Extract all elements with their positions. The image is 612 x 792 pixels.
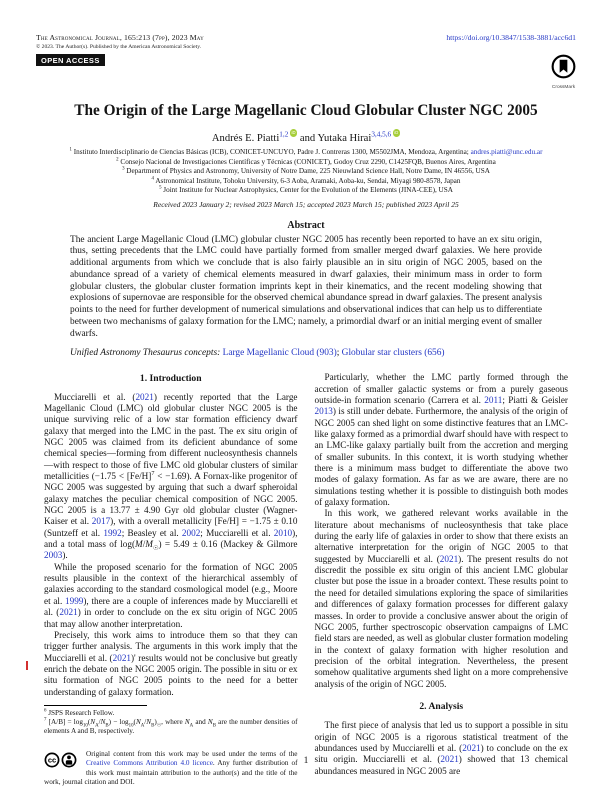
text-segment: 4 [151,176,154,182]
text-segment: Precisely, this work aims to introduce them so that they can trigger further analysis. The arguments in this work imply that the Mucciarelli et al. ( [44,629,298,663]
inline-link[interactable]: 2021 [440,754,459,765]
intro-paragraph-1 [44,392,298,562]
inline-link[interactable]: 2003 [44,550,63,561]
inline-link[interactable]: 2021 [135,391,154,402]
text-segment: < −1.69). A Fornax-like progenitor of NGC 2005 was suggested by arguing that such a dwarf spheroidal galaxy matches the peculiar chemical composition of NGC 2005. NGC 2005 is a 13.77 ± 4.90 Gyr old globular cluster (Wagner-Kaiser et al. [44,471,298,527]
inline-link[interactable]: 2021 [439,553,459,564]
orcid-icon[interactable]: iD [291,130,296,135]
crossmark-badge[interactable] [551,54,576,90]
text-segment: N [207,718,213,726]
text-segment: Joint Institute for Nuclear Astrophysics, Center for the Evolution of the Elements (JINA-CEE), USA [161,186,453,195]
text-segment: Particularly, whether the LMC partly formed through the accretion of smaller galactic systems or from a purely gaseous outside-in formation scenario (Carrera et al. [314,372,568,405]
inline-link[interactable]: 2002 [181,527,201,538]
text-segment: ) recently reported that the Large Magellanic Cloud (LMC) old globular cluster NGC 2005 is the unique surviving relic of a low star formation efficiency dwarf galaxy that merged into the LMC in the past. The ex situ origin of NGC 2005 was claimed from its deficient abundance of some chemical species—forming from different nucleosynthesis channels—with respect to those of five LMC old globular clusters of similar metallicities (−1.75 < [Fe/H] [44,391,298,482]
text-segment: / [144,718,147,726]
footnotes-block [44,709,298,736]
text-segment: ; [336,348,342,359]
intro-paragraph-2 [44,562,298,630]
text-segment: ) showed that 13 chemical abundances measured in NGC 2005 are [314,754,568,776]
abstract-text: The ancient Large Magellanic Cloud (LMC) globular cluster NGC 2005 has recently been reported to have an ex situ origin, thus, setting precedents that the LMC could have partially formed from smaller merged dwarf galaxies. We here provide additional arguments from which we conclude that is also fairly plausible an in situ origin of NGC 2005, based on the abundance spread of a variety of chemical elements measured in dwarf galaxies, their minimum mass in order to form globular clusters, the globular cluster formation imprints kept in their kinematics, and the recent modeling showing that explosions of supernovae are responsible for the observed chemical abundance spread in dwarf galaxies. The present analysis points to the need for further development of numerical simulations and observational indices that can help us to differentiate between two mechanisms of galaxy formation for the LMC; namely, a primordial dwarf or an initial merging event of smaller dwarfs. [70,234,542,339]
text-segment: ) to conclude on the ex situ origin. Mucciarelli et al. ( [314,742,568,765]
text-segment: ). [62,550,68,561]
affiliation-3 [30,167,582,177]
footnote-rule [44,705,147,706]
inline-link[interactable]: 2010 [273,527,293,538]
text-segment: ), and a total mass of log( [44,527,298,550]
text-segment: Unified Astronomy Thesaurus concepts: [70,348,223,359]
text-segment: A [95,723,99,729]
header-left [36,33,204,68]
text-segment: ), there are a couple of inferences made by Mucciarelli et al. ( [44,595,298,618]
open-access-badge: OPEN ACCESS [36,54,105,67]
text-segment: ). The present results do not discredit the possible ex situ origin of this ancient LMC globular cluster but pose the issue in a broader context. These results point to the need for detailed simulations exploring the space of similarities and differences of galaxy formation processes for different galaxy masses. In order to provide a conclusive answer about the origin of NGC 2005, further spectroscopic observation campaigns of LMC field stars are needed, as well as globular cluster formation modeling in the context of galaxy formation with higher resolution and precision of the orbital integration. Nevertheless, the present somehow qualitative arguments shed light on a more comprehensive analysis of the origin of NGC 2005. [314,553,568,689]
text-segment: are the number densities of elements A and B, respectively. [44,718,298,736]
text-segment: [A/B] = log [46,718,83,726]
text-segment: Astronomical Institute, Tohoku University, 6-3 Aoba, Aramaki, Aoba-ku, Sendai, Miyagi 980-8578, Japan [153,176,461,185]
text-segment: Andrés E. Piatti [211,133,280,145]
inline-link[interactable]: 1,2 [279,130,289,139]
margin-annotation-mark [26,661,28,670]
inline-link[interactable]: 2013 [314,406,333,417]
text-segment: and Yutaka Hirai [297,133,372,145]
inline-link[interactable]: 1992 [103,527,122,538]
affiliation-1 [30,148,582,158]
journal-citation-line: The Astronomical Journal, 165:213 (7pp), 2023 May [36,33,204,42]
affiliation-2 [30,158,582,168]
text-segment: 5 [159,185,162,191]
crossmark-label: CrossMark [551,85,576,90]
text-segment: Instituto Interdisciplinario de Ciencias Básicas (ICB), CONICET-UNCUYO, Padre J. Contreras 1300, M5502JMA, Mendoza, Argentina; [71,148,471,157]
abstract-heading: Abstract [287,219,325,231]
text-segment: 7 [44,717,47,723]
doi-link[interactable]: https://doi.org/10.3847/1538-3881/acc6d1 [446,33,576,42]
page-number: 1 [303,756,309,766]
inline-link[interactable]: 2017 [91,516,111,527]
text-segment: , where [161,718,185,726]
footnote-6 [44,709,298,718]
text-segment: JSPS Research Fellow. [46,708,115,717]
text-segment: and [193,718,208,726]
text-segment: ( [133,718,136,726]
page-title: The Origin of the Large Magellanic Cloud Globular Cluster NGC 2005 [74,102,538,119]
text-segment: ; Mucciarelli et al. [200,527,274,538]
text-segment: A [189,723,194,729]
text-segment: ☉ [152,544,159,552]
text-segment: Department of Physics and Astronomy, University of Notre Dame, 225 Nieuwland Science Hall, Notre Dame, IN 46556, USA [124,167,490,176]
analysis-paragraph-1 [315,720,569,777]
inline-link[interactable]: 3,4,5,6 [371,130,392,139]
text-segment: N [184,718,190,726]
text-segment: ), with a overall metallicity [Fe/H] = −1.75 ± 0.10 (Suntzeff et al. [44,516,298,538]
copyright-line: © 2023. The Author(s). Published by the American Astronomical Society. [36,43,202,50]
text-segment: Consejo Nacional de Investigaciones Científicas y Técnicas (CONICET), Godoy Cruz 2290, C1425FQB, Buenos Aires, Argentina [118,157,496,166]
text-segment: M [135,539,143,550]
svg-text:cc: cc [47,755,57,765]
text-segment: M [145,539,153,550]
inline-link[interactable]: Creative Commons Attribution 4.0 licence [86,759,213,768]
text-segment: N [90,718,96,726]
text-segment: B [212,723,216,729]
text-segment: ☉ [156,723,162,729]
inline-link[interactable]: 2011 [484,394,503,405]
text-segment: B [151,723,155,729]
text-segment: / [142,539,146,550]
text-segment: In this work, we gathered relevant works available in the literature about mechanisms of nucleosynthesis that take place during the early life of galaxies in order to show that there exists an alternative interpretation for the origin of NGC 2005 to that suggested by Mucciarelli et al. ( [314,508,568,564]
text-segment: ; Piatti & Geisler [502,394,568,405]
received-dates-line: Received 2023 January 2; revised 2023 March 15; accepted 2023 March 15; published 2023 April 25 [153,199,459,209]
orcid-icon[interactable]: iD [394,130,399,135]
author-line [0,129,612,144]
footnote-7 [44,718,298,736]
text-segment: 10 [128,723,134,729]
intro-paragraph-5 [315,508,569,690]
text-segment: N [135,718,141,726]
crossmark-icon [551,54,576,84]
text-segment: The first piece of analysis that led us to support a possible in situ origin of NGC 2005 is a rigorous statistical treatment of the abundances used by Mucciarelli et al. ( [314,720,568,753]
inline-link[interactable]: andres.piatti@unc.edu.ar [470,148,543,157]
text-segment: )' results would not be conclusive but greatly enrich the debate on the NGC 2005 origin. The possible in situ or ex situ formation of NGC 2005 points to the need for a better understanding of galaxy formation. [44,652,298,697]
right-column [315,372,569,787]
text-segment: ) in order to conclude on the ex situ origin of NGC 2005 that may allow another interpretation. [44,607,298,629]
text-segment: ; Beasley et al. [121,527,182,538]
thesaurus-concepts-line [70,348,568,358]
text-segment: 6 [44,708,47,714]
text-segment: ) − log [108,718,129,726]
inline-link[interactable]: 2021 [59,607,78,618]
text-segment: A [140,723,145,729]
text-segment: ) [154,718,157,726]
text-segment: 3 [122,166,125,172]
inline-link[interactable]: Large Magellanic Cloud (903) [222,348,337,359]
affiliation-5 [30,186,582,196]
inline-link[interactable]: 2021 [112,652,131,663]
text-segment: Mucciarelli et al. ( [54,391,136,402]
section-heading-introduction: 1. Introduction [139,373,202,385]
header-right [446,33,576,90]
text-segment: 1 [69,147,72,153]
text-segment: / [98,718,101,726]
affiliation-4 [30,177,582,187]
text-segment: B [105,723,109,729]
two-column-body [44,372,568,787]
affiliations-block [30,148,582,196]
text-segment: N [146,718,152,726]
text-segment: Original content from this work may be used under the terms of the [86,750,298,759]
text-segment: ) = 5.49 ± 0.16 (Mackey & Gilmore [158,539,298,550]
text-segment: 10 [82,723,88,729]
intro-paragraph-3 [44,630,298,698]
page-header [0,0,612,90]
section-heading-analysis: 2. Analysis [419,700,464,712]
intro-paragraph-4 [315,372,569,508]
inline-link[interactable]: 2021 [462,742,481,753]
text-segment: . Any further distribution of this work must maintain attribution to the author(s) and the title of the work, journal citation and DOI. [44,759,298,787]
inline-link[interactable]: 1999 [65,595,84,606]
text-segment: ) is still under debate. Furthermore, the analysis of the origin of NGC 2005 can shed light on some distinctive features that an LMC-like galaxy formed as a primordial dwarf should have with respect to an LMC-like galaxy partially built from the accretion and merging of smaller subunits. In this context, it is worth studying whether there is a minimum mass budget to differentiate the above two modes of galaxy formation. As far as we are aware, there are no simulations testing whether it is possible to distinguish both modes of galaxy formation. [314,406,568,508]
left-column [44,372,298,787]
text-segment: N [100,718,106,726]
text-segment: ( [87,718,91,726]
text-segment: 7 [151,469,155,477]
text-segment: 2 [116,157,119,163]
inline-link[interactable]: Globular star clusters (656) [341,348,445,359]
text-segment: While the proposed scenario for the formation of NGC 2005 results plausible in the context of the hierarchical assembly of galaxies according to the standard cosmological model (e.g., Moore et al. [44,561,298,606]
